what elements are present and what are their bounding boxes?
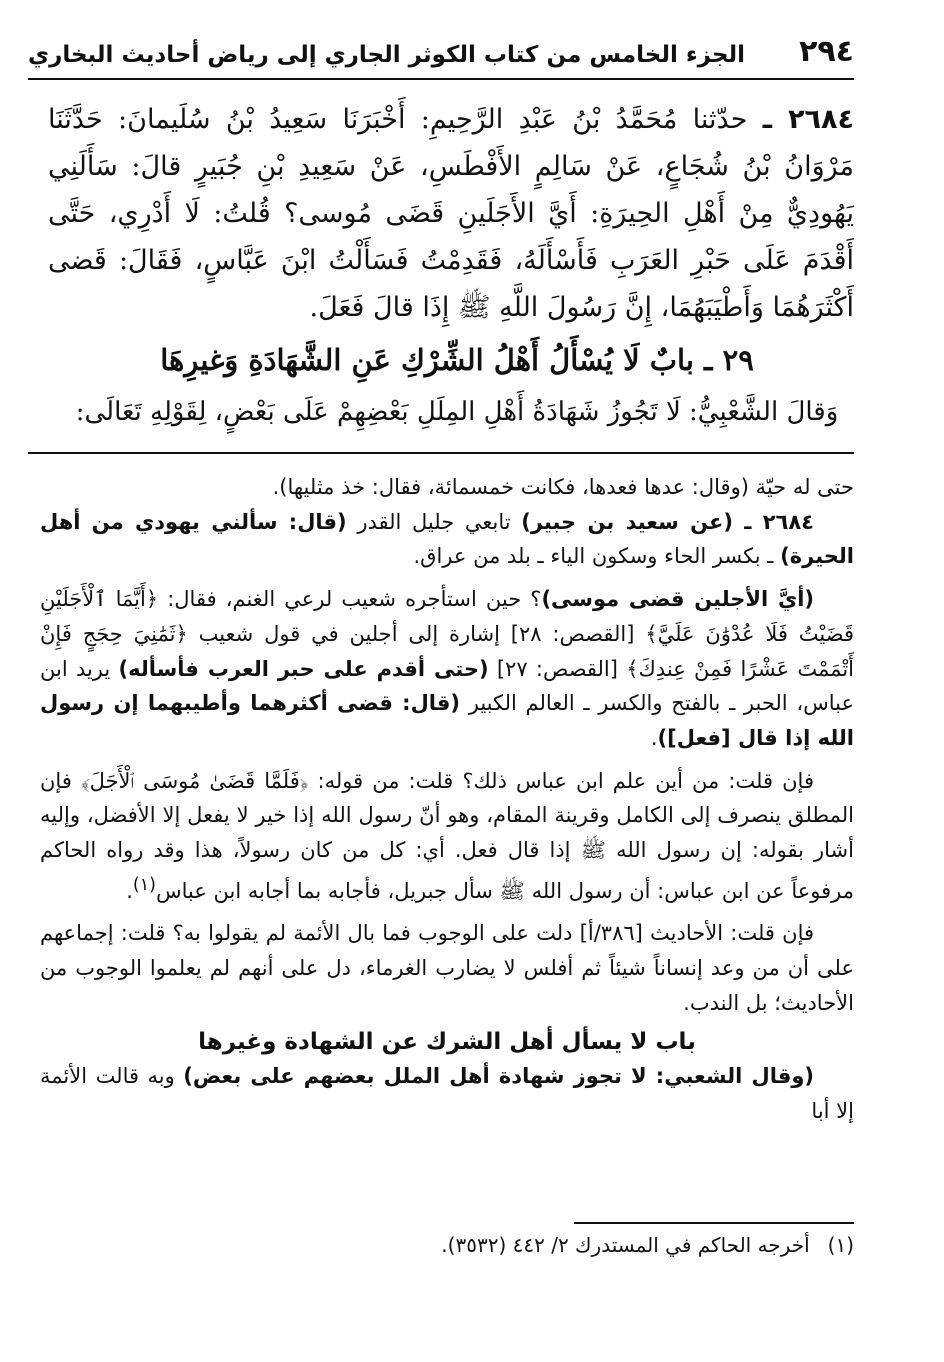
footnote-divider [574, 1222, 854, 1224]
commentary [40, 470, 854, 1129]
commentary-quote: (قال: قضى أكثرهما وأطيبهما إن رسول الله إذا قال [فعل]) [40, 691, 854, 750]
commentary-text: يريد ابن عباس، الحبر ـ بالفتح والكسر ـ العالم الكبير [40, 656, 855, 716]
commentary-text: تابعي جليل القدر [346, 509, 522, 534]
commentary-paragraph [40, 916, 854, 1020]
commentary-text: ؟ حين استأجره شعيب لرعي الغنم، فقال: ﴿أَيَّمَا ٱلْأَجَلَيْنِ قَضَيْتُ فَلَا عُدْوَٰنَ عَلَيَّ﴾ [القصص: ٢٨] إشارة إلى أجلين في قول شعيب ﴿ثَمَٰنِيَ حِجَجٍ فَإِنْ أَتْمَمْتَ عَشْرًا فَمِنْ عِندِكَ﴾ [القصص: ٢٧] [40, 587, 854, 681]
text-commentary-divider [28, 452, 854, 454]
header-divider [28, 78, 854, 80]
hadith-body: حدّثنا مُحَمَّدُ بْنُ عَبْدِ الرَّحِيمِ: أَخْبَرَنَا سَعِيدُ بْنُ سُلَيمانَ: حَدَّثَنَا مَرْوَانُ بْنُ شُجَاعٍ، عَنْ سَالِمٍ الأَفْطَسِ، عَنْ سَعِيدِ بْنِ جُبَيرٍ قالَ: سَأَلَنِي يَهُودِيٌّ مِنْ أَهْلِ الحِيرَةِ: أَيَّ الأَجَلَينِ قَضَى مُوسى؟ قُلتُ: لَا أَدْرِي، حَتَّى أَقْدَمَ عَلَى حَبْرِ العَرَبِ فَأَسْأَلَهُ، فَقَدِمْتُ فَسَأَلْتُ ابْنَ عَبَّاسٍ، فَقَالَ: قَضى أَكْثَرَهُمَا وَأَطْيَبَهُمَا، إِنَّ رَسُولَ اللَّهِ ﷺ إِذَا قالَ فَعَلَ. [48, 104, 854, 323]
commentary-heading: باب لا يسأل أهل الشرك عن الشهادة وغيرها [198, 1028, 696, 1055]
footnote-reference: (١) [132, 874, 156, 895]
chapter-heading: ٢٩ ـ بابٌ لَا يُسْأَلُ أَهْلُ الشِّرْكِ عَنِ الشَّهَادَةِ وَغيرِهَا [160, 343, 754, 377]
commentary-paragraph [40, 470, 854, 505]
commentary-text: وبه قالت الأئمة إلا أبا [40, 1064, 854, 1123]
commentary-quote: (قال: سألني يهودي من أهل الحيرة) [40, 509, 854, 569]
commentary-quote: (أيَّ الأجلين قضى موسى) [541, 587, 815, 612]
footnote-marker: (١) [827, 1233, 854, 1257]
footnote [40, 1230, 854, 1260]
commentary-text: فإن قلت: من أين علم ابن عباس ذلك؟ قلت: من قوله: ﴿فَلَمَّا قَضَىٰ مُوسَى ٱلْأَجَلَ﴾ فإن المطلق ينصرف إلى الكامل وقرينة المقام، وهو أنّ رسول الله إذا خير لا يفعل إلا الأفضل، وإليه أشار بقوله: إن رسول الله ﷺ إذا قال فعل. أي: كل من كان رسولاً، هذا وقد رواه الحاكم مرفوعاً عن ابن عباس: أن رسول الله ﷺ سأل جبريل، فأجابه بما أجابه ابن عباس [40, 768, 854, 903]
page-number: ٢٩٤ [799, 34, 854, 69]
commentary-text: . [126, 878, 133, 903]
commentary-text: ـ بكسر الحاء وسكون الياء ـ بلد من عراق. [413, 544, 781, 569]
commentary-paragraph [40, 582, 854, 756]
hadith-text [48, 96, 854, 331]
hadith-number: ٢٦٨٤ ـ [762, 104, 854, 135]
chapter-text: وَقالَ الشَّعْبِيُّ: لَا تَجُوزُ شَهَادَةُ أَهْلِ المِلَلِ بَعْضِهِمْ عَلَى بَعْضٍ، لِقَوْلِهِ تَعَالَى: [75, 397, 839, 427]
commentary-text: حتى له حيّة (وقال: عدها فعدها، فكانت خمسمائة، فقال: خذ مثليها). [272, 475, 854, 499]
commentary-quote: (وقال الشعبي: لا تجوز شهادة أهل الملل بعضهم على بعض) [183, 1064, 814, 1089]
commentary-paragraph [40, 1059, 854, 1128]
commentary-paragraph [40, 764, 854, 909]
running-title: الجزء الخامس من كتاب الكوثر الجاري إلى رياض أحاديث البخاري [28, 42, 746, 68]
commentary-paragraph [40, 505, 854, 574]
commentary-text: . [650, 725, 658, 750]
commentary-quote: ٢٦٨٤ ـ (عن سعيد بن جبير) [521, 509, 814, 534]
footnote-text: أخرجه الحاكم في المستدرك ٢/ ٤٤٢ (٣٥٣٢). [441, 1233, 810, 1257]
page-header [28, 30, 854, 80]
commentary-quote: (حتى أقدم على حبر العرب فأسأله) [118, 656, 489, 681]
commentary-text: فإن قلت: الأحاديث [٣٨٦/أ] دلت على الوجوب فما بال الأئمة لم يقولوا به؟ قلت: إجماعهم على أن من وعد إنساناً شيئاً ثم أفلس لا يضارب الغرماء، دل على أنهم لم يعلموا الوجوب من الأحاديث؛ بل الندب. [40, 921, 854, 1015]
